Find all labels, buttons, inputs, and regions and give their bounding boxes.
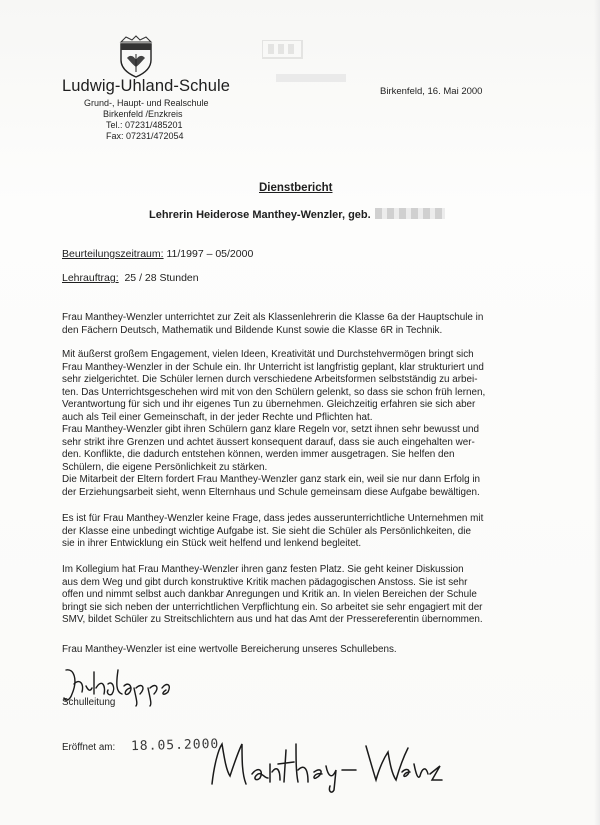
text-line: Schülern, die eigene Persönlichkeit zu stärken.	[62, 461, 268, 473]
text-line: Im Kollegium hat Frau Manthey-Wenzler ihren ganz festen Platz. Sie geht keiner Diskussion	[62, 564, 464, 575]
subject-text: Lehrerin Heiderose Manthey-Wenzler, geb.	[149, 209, 371, 221]
assessment-period	[62, 248, 253, 260]
text-line: Frau Manthey-Wenzler ist eine wertvolle Bereicherung unseres Schullebens.	[62, 644, 397, 655]
school-type: Grund-, Haupt- und Realschule	[84, 98, 209, 108]
assessment-period-value: 11/1997 – 05/2000	[166, 248, 254, 260]
text-line: der Erziehungsarbeit sieht, wenn Elternhaus und Schule gemeinsam diese Aufgabe bewältigen.	[62, 486, 480, 498]
teaching-assignment-label: Lehrauftrag:	[62, 272, 119, 284]
text-line: den. Konflikte, die dadurch entstehen können, werden immer ausgetragen. Sie helfen den	[62, 449, 455, 460]
opened-label: Eröffnet am:	[62, 742, 116, 753]
text-line: sehr zielgerichtet. Die Schüler lernen durch verschiedene Arbeitsformen selbstständig zu arbei-	[62, 374, 478, 385]
text-line: den Fächern Deutsch, Mathematik und Bildende Kunst sowie die Klasse 6R in Technik.	[62, 324, 443, 336]
received-stamp-icon	[262, 40, 374, 90]
school-location: Birkenfeld /Enzkreis	[103, 109, 183, 119]
text-line: Mit äußerst großem Engagement, vielen Ideen, Kreativität und Durchstehvermögen bringt sich	[62, 349, 474, 360]
page-edge-shadow	[594, 0, 600, 825]
text-line: Verantwortung für sich und ihr eigenes Tun zu übernehmen. Gleichzeitig erfahren sie sich aber	[62, 399, 476, 410]
opened-date: 18.05.2000	[130, 736, 220, 755]
text-line: SMV, bildet Schüler zu Streitschlichtern aus und hat das Amt der Pressereferentin übernommen.	[62, 614, 483, 625]
document-title: Dienstbericht	[259, 182, 333, 194]
text-line: auch als Teil einer Gemeinschaft, in der jeder Rechte und Pflichten hat.	[62, 411, 373, 423]
paragraph-1	[62, 312, 550, 337]
text-line: ten. Das Unterrichtsgeschehen wird mit von den Schülern gelenkt, so dass sie schon früh lernen,	[62, 386, 486, 398]
text-line: offen und nimmt selbst auch dankbar Anregungen und Kritik an. In vielen Bereichen der Schule	[62, 589, 477, 600]
text-line: Frau Manthey-Wenzler in der Schule ein. Ihr Unterricht ist langfristig geplant, klar strukturiert und	[62, 361, 484, 373]
school-phone: Tel.: 07231/485201	[106, 120, 183, 130]
teaching-assignment-value: 25 / 28 Stunden	[124, 272, 199, 284]
paragraph-2	[62, 349, 550, 499]
paragraph-3	[62, 513, 550, 551]
text-line: sehr strikt ihre Grenzen und achtet äussert konsequent darauf, dass sie auch eingehalten wer-	[62, 436, 475, 448]
text-line: Die Mitarbeit der Eltern fordert Frau Manthey-Wenzler ganz stark ein, weil sie nur dann Erfolg in	[62, 474, 481, 485]
assessment-period-label: Beurteilungszeitraum:	[62, 248, 164, 260]
school-fax: Fax: 07231/472054	[106, 131, 184, 141]
teaching-assignment	[62, 272, 199, 284]
text-line: sie in ihrer Entwicklung ein Stück weit helfend und lenkend begleitet.	[62, 538, 362, 549]
text-line: bringt sie sich neben der unterrichtlichen Verpflichtung ein. So arbeitet sie sehr engagiert mit der	[62, 601, 483, 613]
text-line: Frau Manthey-Wenzler gibt ihren Schülern ganz klare Regeln vor, setzt ihnen sehr bewusst und	[62, 424, 479, 435]
paragraph-4	[62, 564, 550, 627]
text-line: Es ist für Frau Manthey-Wenzler keine Frage, dass jedes ausserunterrichtliche Unternehmen mit	[62, 513, 484, 524]
signature-label: Schulleitung	[62, 697, 116, 708]
paragraph-5	[62, 644, 550, 657]
place-and-date: Birkenfeld, 16. Mai 2000	[380, 86, 483, 97]
school-name: Ludwig-Uhland-Schule	[62, 77, 231, 95]
redacted-birthname	[375, 208, 445, 219]
subject-line	[149, 208, 445, 221]
teacher-signature	[206, 736, 446, 794]
coat-of-arms-icon	[118, 34, 154, 78]
text-line: der Klasse eine unbedingt wichtige Aufgabe ist. Sie sieht die Schüler als Persönlichkeiten, die	[62, 525, 471, 537]
text-line: aus dem Weg und gibt durch konstruktive Kritik machen pädagogischen Anstoss. Sie ist sehr	[62, 576, 468, 588]
text-line: Frau Manthey-Wenzler unterrichtet zur Zeit als Klassenlehrerin die Klasse 6a der Hauptschule in	[62, 312, 484, 323]
